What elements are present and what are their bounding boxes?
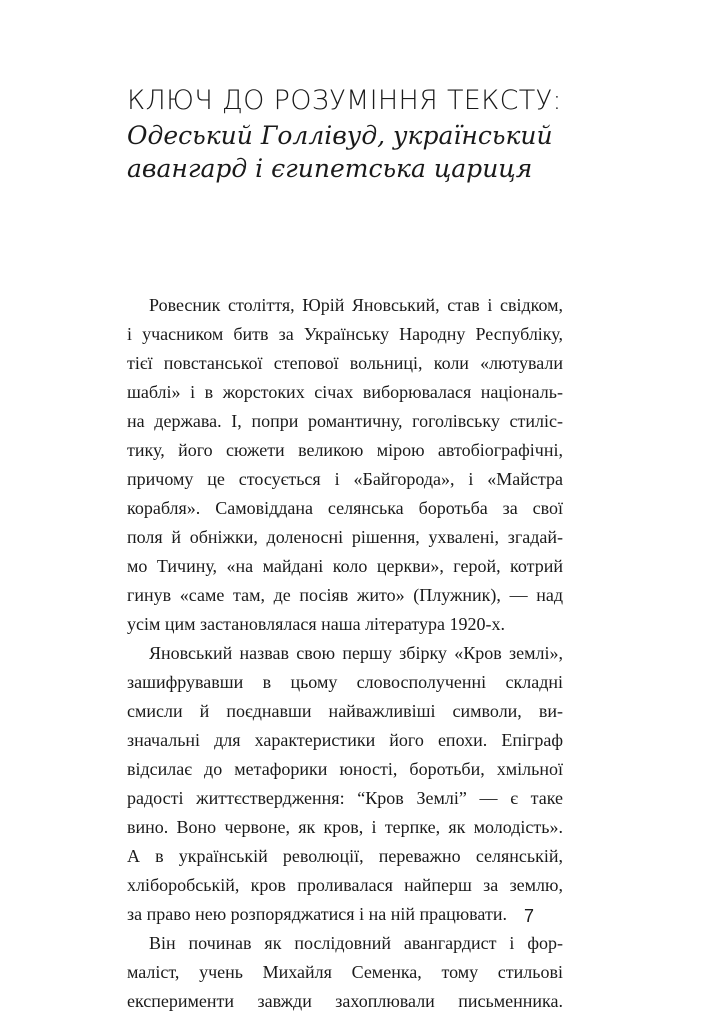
text-line: за право нею розпоряджатися і на ній працювати. — [127, 904, 507, 924]
text-line: тієї повстанської степової вольниці, коли «лютували — [127, 353, 563, 373]
text-line: маліст, учень Михайля Семенка, тому стильові — [127, 962, 563, 982]
text-line: і учасником битв за Українську Народну Республіку, — [127, 324, 563, 344]
text-line: хліборобській, кров проливалася найперш за землю, — [127, 875, 563, 895]
text-line: експерименти завжди захоплювали письменника. — [127, 991, 563, 1011]
text-line: А в українській революції, переважно селянській, — [127, 846, 563, 866]
text-line: значальні для характеристики його епохи. Епіграф — [127, 730, 563, 750]
text-line: поля й обніжки, доленосні рішення, ухвалені, згадай- — [127, 527, 563, 547]
text-line: на держава. І, попри романтичну, гоголівську стиліс- — [127, 411, 563, 431]
text-line: Яновський назвав свою першу збірку «Кров землі», — [149, 643, 563, 663]
text-line: тику, його сюжети великою мірою автобіографічні, — [127, 440, 563, 460]
text-line: зашифрувавши в цьому словосполученні складні — [127, 672, 563, 692]
text-line: корабля». Самовіддана селянська боротьба за свої — [127, 498, 563, 518]
text-line: мо Тичину, «на майдані коло церкви», герой, котрий — [127, 556, 563, 576]
page-number: 7 — [524, 906, 535, 926]
paragraph-1 — [127, 291, 563, 639]
body-text — [127, 291, 563, 1016]
text-line: причому це стосується і «Байгорода», і «Майстра — [127, 469, 563, 489]
text-line: відсилає до метафорики юності, боротьби, хмільної — [127, 759, 563, 779]
chapter-subtitle-line-2: авангард і єгипетська цариця — [127, 154, 533, 183]
text-line: радості життєствердження: “Кров Землі” — є таке — [127, 788, 563, 808]
chapter-title: КЛЮЧ ДО РОЗУМІННЯ ТЕКСТУ: — [127, 85, 562, 116]
text-line: усім цим застановлялася наша література 1920-х. — [127, 614, 506, 634]
text-line: шаблі» і в жорстоких січах виборювалася національ- — [127, 382, 563, 402]
paragraph-3 — [127, 929, 563, 1016]
text-line: Він починав як послідовний авангардист і фор- — [149, 933, 563, 953]
text-line: Ровесник століття, Юрій Яновський, став і свідком, — [149, 295, 563, 315]
text-line: вино. Воно червоне, як кров, і терпке, як молодість». — [127, 817, 563, 837]
chapter-heading — [127, 82, 597, 185]
paragraph-2 — [127, 639, 563, 929]
text-line: смисли й поєднавши найважливіші символи, ви- — [127, 701, 563, 721]
chapter-subtitle-line-1: Одеський Голлівуд, український — [127, 121, 553, 150]
text-line: гинув «саме там, де посіяв жито» (Плужник), — над — [127, 585, 563, 605]
